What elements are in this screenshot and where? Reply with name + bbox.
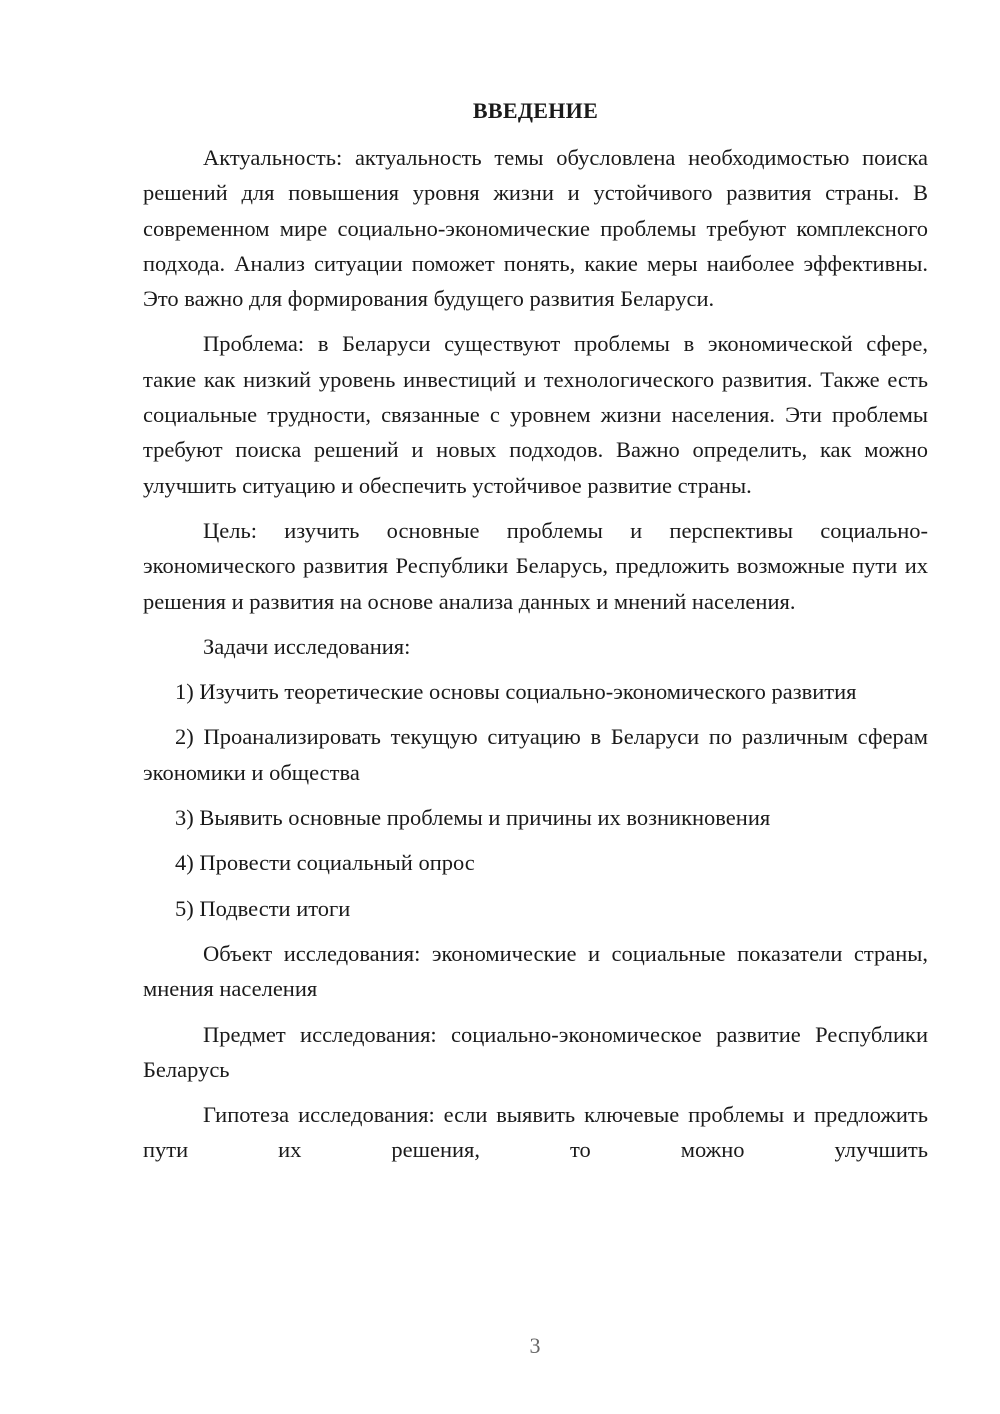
paragraph-object: Объект исследования: экономические и социальные показатели страны, мнения населения bbox=[143, 940, 928, 1002]
paragraph-subject: Предмет исследования: социально-экономическое развитие Республики Беларусь bbox=[143, 1021, 928, 1082]
paragraph-relevance: Актуальность: актуальность темы обусловлена необходимостью поиска решений для повышения уровня жизни и устойчивого развития страны. В современном мире социально-экономические проблемы требуют комплексного подхода. Анализ ситуации поможет понять, какие меры наиболее эффективны. Это важно для формирования будущего развития Беларуси. bbox=[143, 145, 928, 312]
document-body bbox=[143, 96, 928, 1178]
paragraph-problem: Проблема: в Беларуси существуют проблемы в экономической сфере, такие как низкий уровень инвестиций и технологического развития. Также есть социальные трудности, связанные с уровнем жизни населения. Эти проблемы требуют поиска решений и новых подходов. Важно определить, как можно улучшить ситуацию и обеспечить устойчивое развитие страны. bbox=[143, 331, 928, 498]
task-item-5: 5) Подвести итоги bbox=[175, 895, 351, 921]
task-item-2: 2) Проанализировать текущую ситуацию в Беларуси по различным сферам экономики и общества bbox=[143, 724, 928, 785]
paragraph-tasks-title: Задачи исследования: bbox=[203, 633, 411, 659]
paragraph-hypothesis: Гипотеза исследования: если выявить ключевые проблемы и предложить пути их решения, то можно улучшить bbox=[143, 1102, 928, 1163]
section-heading: ВВЕДЕНИЕ bbox=[472, 98, 599, 123]
task-item-3: 3) Выявить основные проблемы и причины их возникновения bbox=[175, 805, 771, 831]
task-item-4: 4) Провести социальный опрос bbox=[175, 850, 475, 876]
paragraph-goal: Цель: изучить основные проблемы и перспективы социально-экономического развития Республики Беларусь, предложить возможные пути их решения и развития на основе анализа данных и мнений населения. bbox=[143, 517, 928, 614]
page-number: 3 bbox=[529, 1333, 541, 1358]
task-item-1: 1) Изучить теоретические основы социально-экономического развития bbox=[175, 679, 857, 705]
